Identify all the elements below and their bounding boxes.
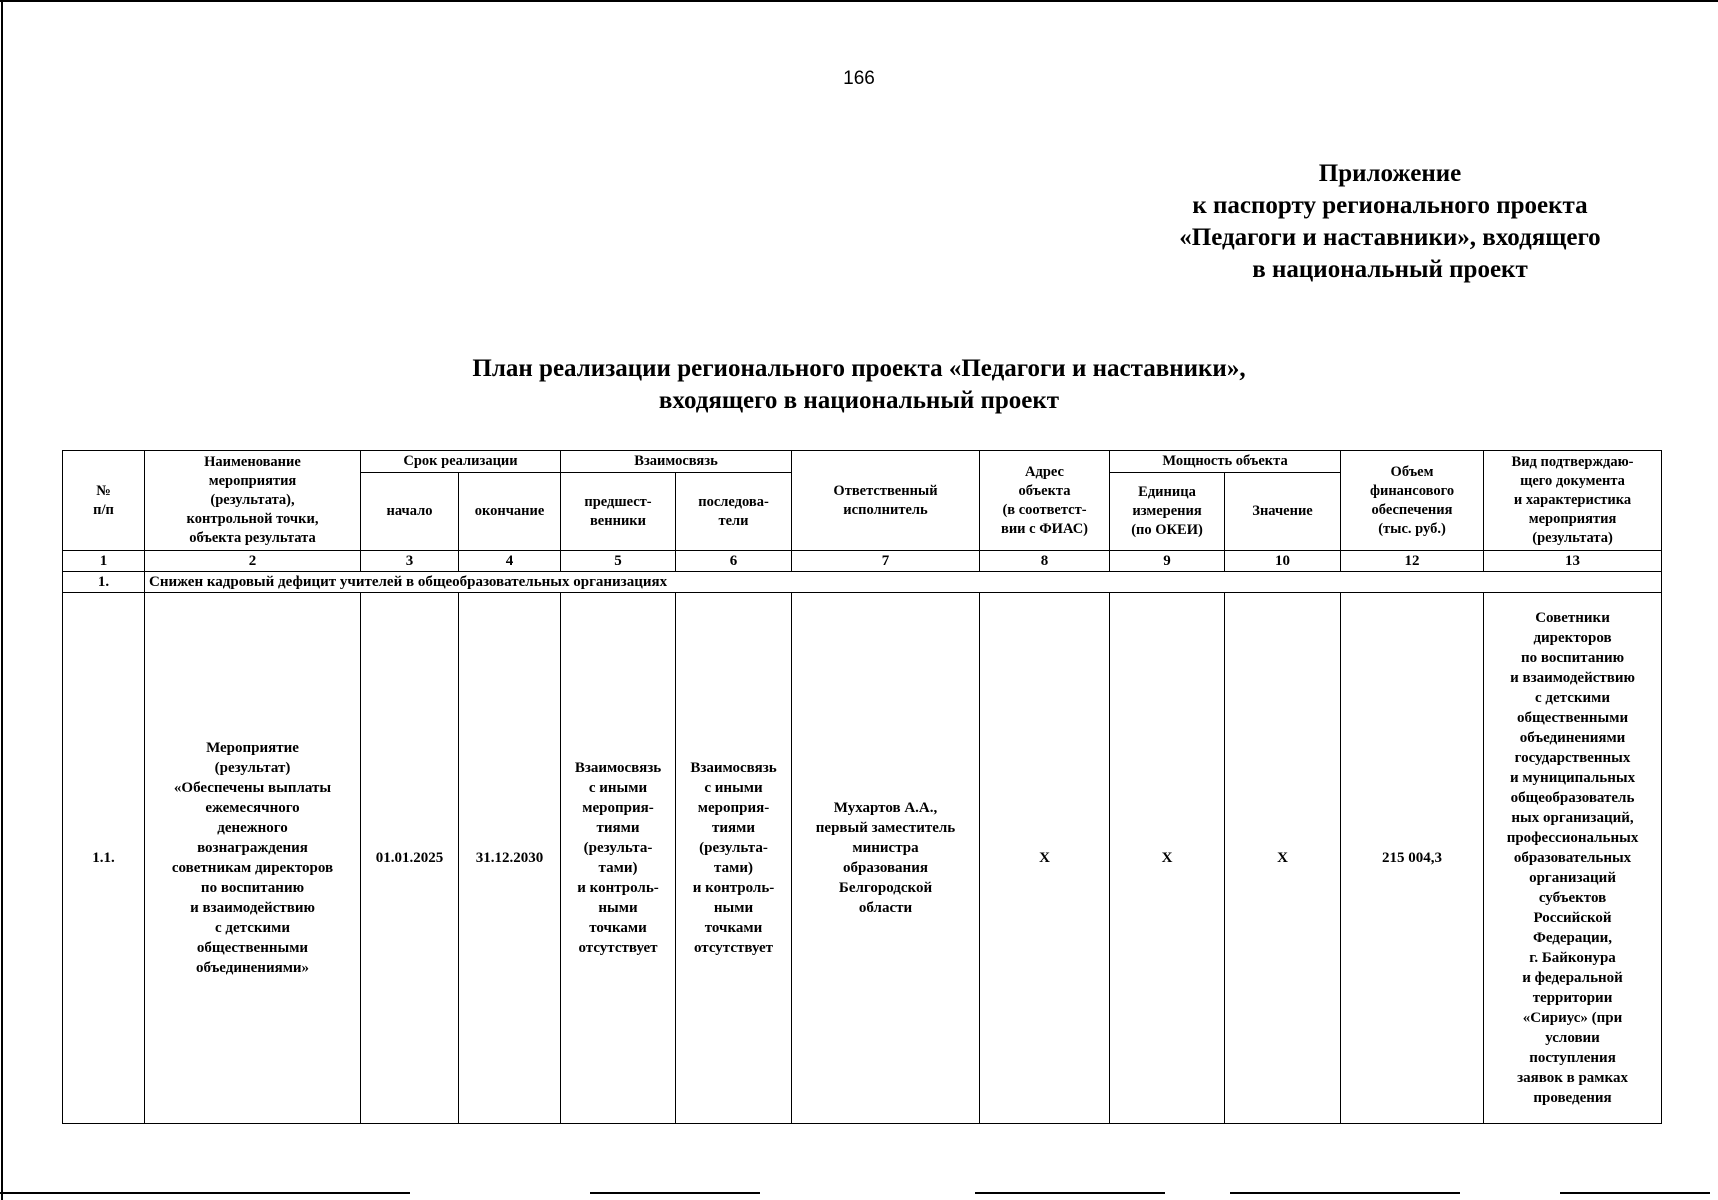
- column-number: 5: [561, 551, 676, 572]
- header-num: № п/п: [63, 451, 145, 551]
- header-finance: Объем финансового обеспечения (тыс. руб.): [1341, 451, 1484, 551]
- bottom-scan-line: [590, 1192, 760, 1194]
- row-unit: X: [1110, 593, 1225, 1124]
- header-name: Наименование мероприятия (результата), контрольной точки, объекта результата: [145, 451, 361, 551]
- appendix-line: «Педагоги и наставники», входящего: [1179, 224, 1601, 251]
- header-start: начало: [361, 473, 459, 551]
- column-number: 10: [1225, 551, 1341, 572]
- bottom-scan-line: [975, 1192, 1165, 1194]
- row-number: 1.1.: [63, 593, 145, 1124]
- row-name: Мероприятие (результат) «Обеспечены выплаты ежемесячного денежного вознаграждения советникам директоров по воспитанию и взаимодействию с детскими общественными объединениями»: [145, 593, 361, 1124]
- header-address: Адрес объекта (в соответст- вии с ФИАС): [980, 451, 1110, 551]
- header-document: Вид подтверждаю- щего документа и характеристика мероприятия (результата): [1484, 451, 1662, 551]
- column-number: 9: [1110, 551, 1225, 572]
- column-number: 12: [1341, 551, 1484, 572]
- row-responsible: Мухартов А.А., первый заместитель министра образования Белгородской области: [792, 593, 980, 1124]
- header-responsible: Ответственный исполнитель: [792, 451, 980, 551]
- plan-title-line: План реализации регионального проекта «Педагоги и наставники»,: [472, 355, 1246, 382]
- header-predecessors: предшест- венники: [561, 473, 676, 551]
- appendix-line: Приложение: [1318, 160, 1462, 187]
- bottom-scan-line: [1230, 1192, 1460, 1194]
- column-number: 1: [63, 551, 145, 572]
- section-number: 1.: [63, 572, 145, 593]
- page-number: 166: [843, 68, 875, 89]
- header-successors: последова- тели: [676, 473, 792, 551]
- column-number: 3: [361, 551, 459, 572]
- header-unit: Единица измерения (по ОКЕИ): [1110, 473, 1225, 551]
- row-predecessors: Взаимосвязь с иными мероприя- тиями (результа- тами) и контроль- ными точками отсутствует: [561, 593, 676, 1124]
- column-number: 6: [676, 551, 792, 572]
- header-term-group: Срок реализации: [361, 451, 561, 473]
- row-finance: 215 004,3: [1341, 593, 1484, 1124]
- bottom-scan-line: [0, 1192, 410, 1194]
- header-end: окончание: [459, 473, 561, 551]
- plan-title-line: входящего в национальный проект: [658, 387, 1060, 414]
- row-end-date: 31.12.2030: [459, 593, 561, 1124]
- section-row: [63, 572, 1662, 593]
- appendix-line: к паспорту регионального проекта: [1192, 192, 1588, 219]
- header-capacity-group: Мощность объекта: [1110, 451, 1341, 473]
- section-title: Снижен кадровый дефицит учителей в общеобразовательных организациях: [145, 572, 1662, 593]
- column-number: 4: [459, 551, 561, 572]
- appendix-heading: [1130, 158, 1650, 286]
- plan-table: [62, 450, 1662, 1124]
- page-edge-top: [0, 0, 1718, 2]
- row-successors: Взаимосвязь с иными мероприя- тиями (результа- тами) и контроль- ными точками отсутствует: [676, 593, 792, 1124]
- column-number: 7: [792, 551, 980, 572]
- row-start-date: 01.01.2025: [361, 593, 459, 1124]
- header-link-group: Взаимосвязь: [561, 451, 792, 473]
- bottom-scan-line: [1560, 1192, 1710, 1194]
- header-value: Значение: [1225, 473, 1341, 551]
- row-document: Советники директоров по воспитанию и взаимодействию с детскими общественными объединениями государственных и муниципальных общеобразователь ных организаций, профессиональных образовательных организаций субъектов Российской Федерации, г. Байконура и федеральной территории «Сириус» (при условии поступления заявок в рамках проведения: [1484, 593, 1662, 1124]
- column-number: 2: [145, 551, 361, 572]
- page-edge-left: [1, 0, 3, 1200]
- header-row-1: [63, 451, 1662, 473]
- plan-title: [0, 353, 1718, 417]
- row-address: X: [980, 593, 1110, 1124]
- column-numbers-row: [63, 551, 1662, 572]
- row-value: X: [1225, 593, 1341, 1124]
- appendix-line: в национальный проект: [1252, 256, 1528, 283]
- column-number: 8: [980, 551, 1110, 572]
- column-number: 13: [1484, 551, 1662, 572]
- table-row: [63, 593, 1662, 1124]
